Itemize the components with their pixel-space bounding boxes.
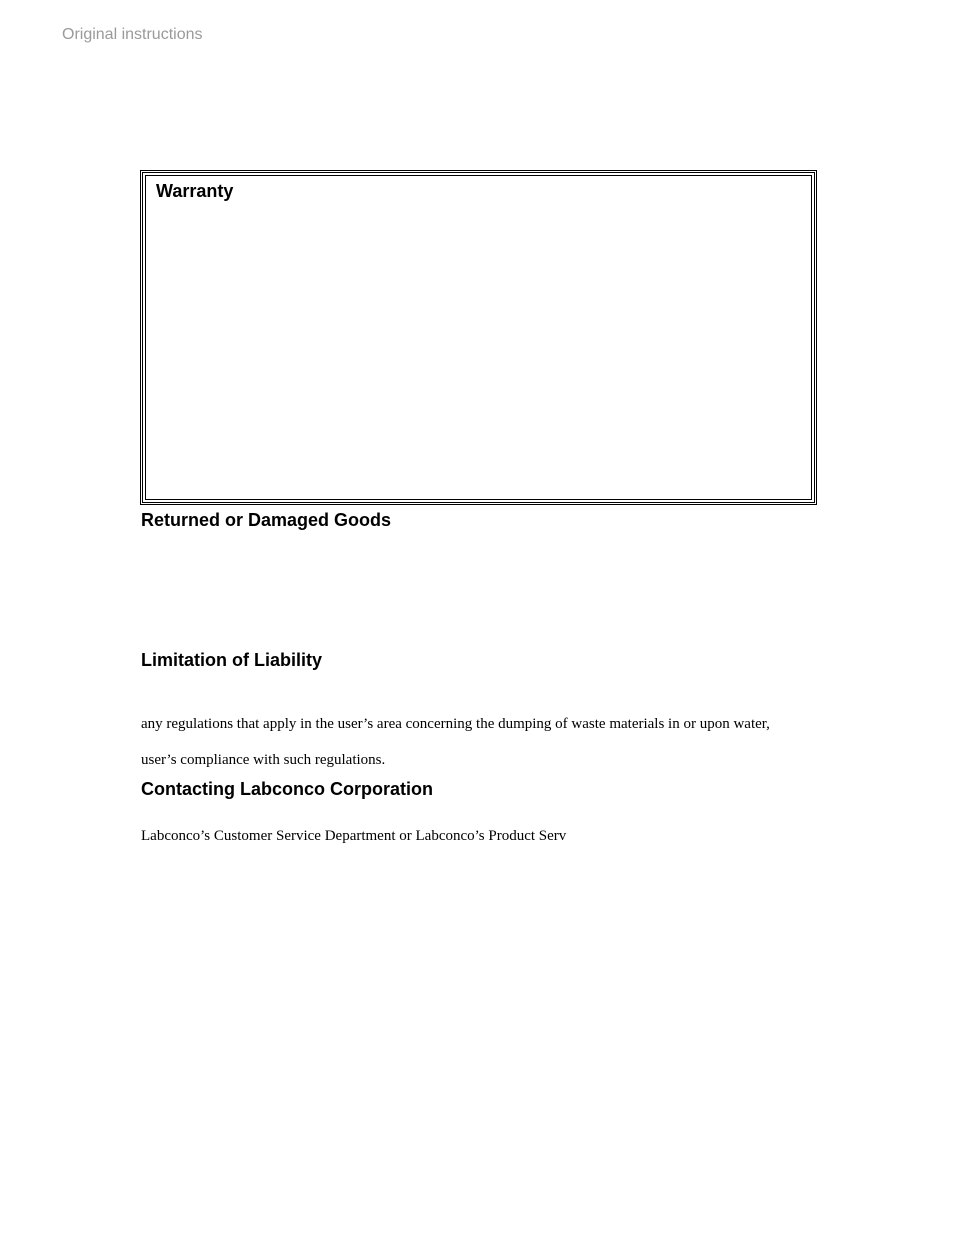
limitation-of-liability-heading: Limitation of Liability (141, 650, 322, 670)
contacting-labconco-heading: Contacting Labconco Corporation (141, 779, 433, 799)
warranty-box (140, 170, 817, 505)
returned-goods-heading: Returned or Damaged Goods (141, 510, 392, 530)
contact-text-line: Labconco’s Customer Service Department or Labconco’s Product Serv (141, 828, 567, 844)
liability-text-line: user’s compliance with such regulations. (141, 752, 386, 768)
warranty-title: Warranty (156, 181, 234, 201)
liability-text-line: any regulations that apply in the user’s area concerning the dumping of waste materials in or upon water, (141, 716, 770, 732)
warranty-box-inner-border (145, 175, 812, 500)
header-note: Original instructions (62, 26, 203, 43)
